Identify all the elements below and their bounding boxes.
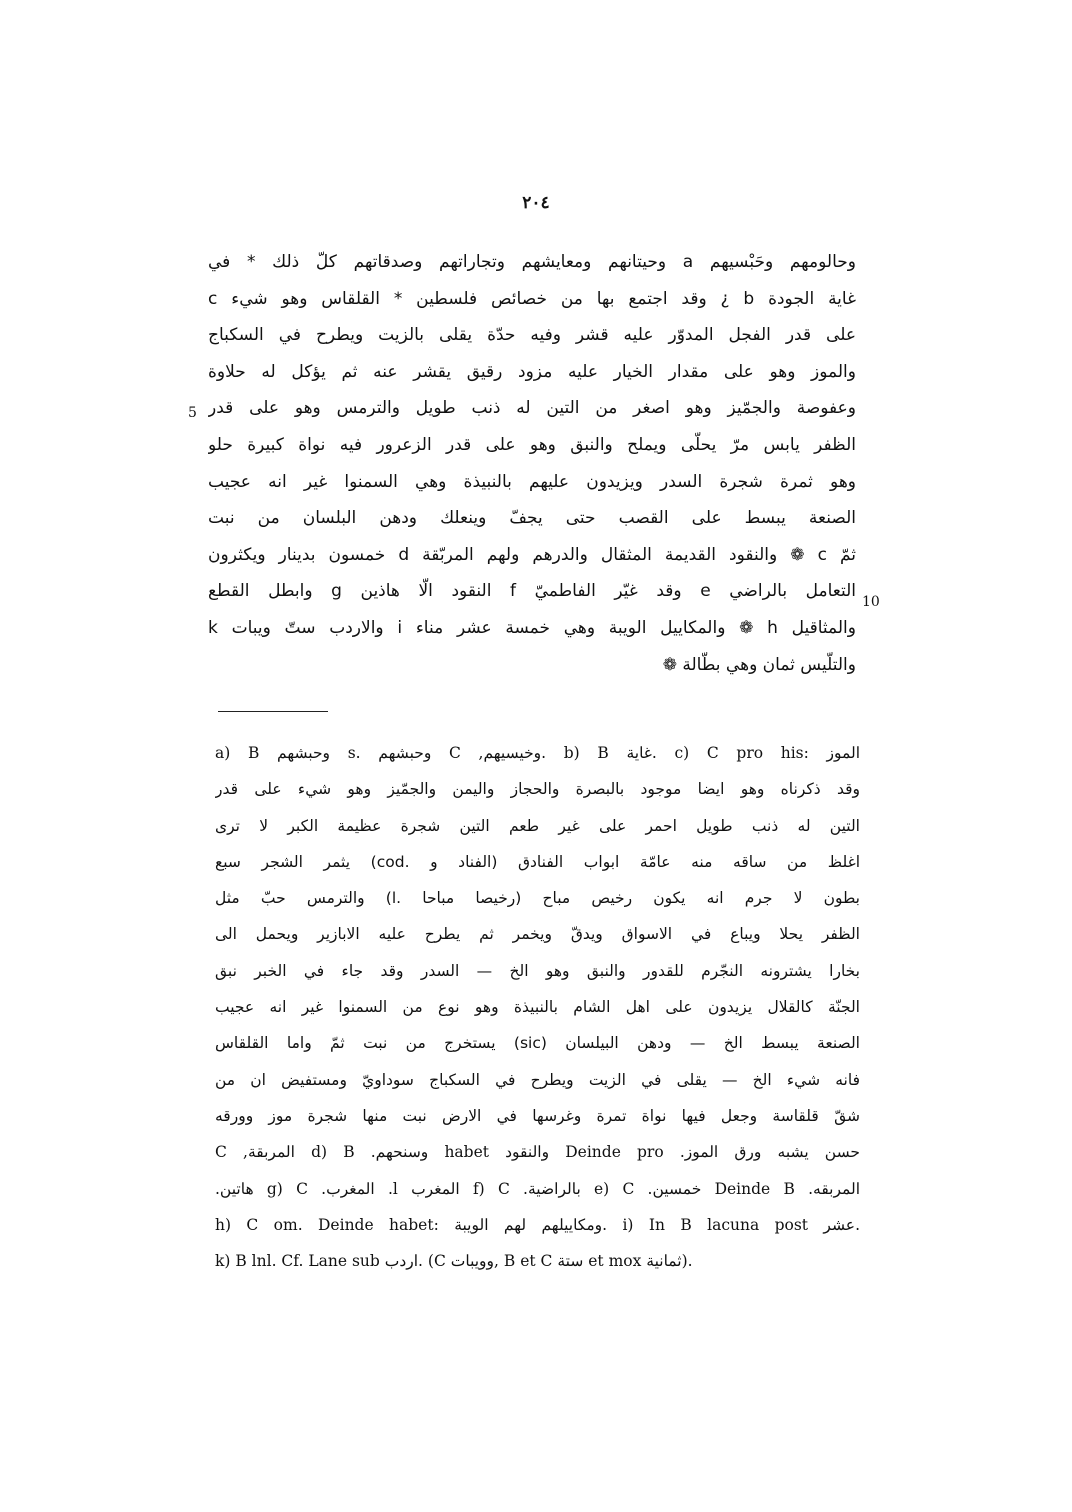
footnote-separator bbox=[218, 711, 328, 712]
footnote-line: الظفر يحلا ويباع في الاسواق ويدقّ ويخمر ثم يطرح عليه الابازير ويحمل الى bbox=[215, 925, 860, 944]
main-text-line: والتلّيس ثمان وهي بطّالة ❁ bbox=[662, 654, 856, 675]
main-text-line: والمثاقيل h ❁ والمكاييل الويبة وهي خمسة عشر مناء i والاردب ستّ ويبات k bbox=[208, 617, 856, 638]
footnote-line: الصنعة يبسط الخ — ودهن البيلسان (sic) يستخرج من نبت ثمّ واما القلقاس bbox=[215, 1034, 860, 1053]
footnote-line: الجنّة كالقلال يزيدون على اهل الشام بالنبيذة وهو نوع من السمنوا غير انه عجيب bbox=[215, 998, 860, 1017]
footnote-line: التين له ذنب طويل احمر على غير طعم التين شجرة عظيمة الكبر لا ترى bbox=[215, 816, 860, 835]
footnote-line: بخارا يشترونه النجّرم للقدور والنبق وهو الخ — السدر وقد جاء في الخبر نبق bbox=[215, 961, 860, 980]
footnote-line: اغلظ من ساقه منه عامّة ابواب الفنادق (الفناد و .cod) يثمر الشجر سبع bbox=[215, 852, 860, 871]
footnote-line: حسن يشبه ورق الموز. Deinde pro والنقود habet وسنحهم. d) B المربقة, C bbox=[215, 1143, 860, 1162]
main-text-line: الظفر يابس مرّ يحلّى ويملح والنبق وهو على قدر الزعرور فيه نواة كبيرة حلو bbox=[208, 434, 856, 455]
footnote-line: وقد ذكرناه وهو ايضا موجود بالبصرة والحجاز واليمن والجمّيز وهو شيء على قدر bbox=[215, 780, 860, 799]
margin-line-number-5: 5 bbox=[188, 405, 197, 421]
footnote-line: a) B وحبشهم s. وحبشهم C ,وخيسيهم. b) B غاية. c) C pro his: الموز bbox=[215, 744, 860, 762]
main-text-line: وعفوصة والجمّيز وهو اصغر من التين له ذنب طويل والترمس وهو على قدر bbox=[208, 398, 856, 419]
main-text-line: على قدر الفجل المدوّر عليه قشر وفيه حدّة يقلى بالزيت ويطرح في السكباج bbox=[208, 325, 856, 346]
main-text-line: وحالومهم وحَبْسيهم a وحيتانهم ومعايشهم وتجاراتهم وصدقاتهم كلّ ذلك * في bbox=[208, 252, 856, 272]
footnote-line: فانه شيء الخ — يقلى في الزيت ويطرح في السكباج سوداويّ ومستفيض ان من bbox=[215, 1070, 860, 1089]
main-text-line: التعامل بالراضي e وقد غيّر الفاطميّ f النقود الّا هاذين g وابطل القطع bbox=[208, 581, 856, 602]
main-text-line: والموز وهو على مقدار الخيار عليه مزود رقيق يقشر عنه ثم يؤكل له حلاوة bbox=[208, 361, 856, 382]
main-text-line: غاية الجودة b ¿ وقد اجتمع بها من خصائص فلسطين * القلقاس وهو شيء c bbox=[208, 288, 856, 309]
footnote-line: شقّ قلقاسة وجعل فيها نواة تمرة وغرسها في الارض نبت منها شجرة موز وورقه bbox=[215, 1106, 860, 1125]
page-number: ٢٠٤ bbox=[522, 193, 550, 213]
footnote-line: k) B lnl. Cf. Lane sub اردب. (C وويبات, B et C ستة et mox ثمانية). bbox=[215, 1252, 693, 1271]
footnote-line: بطون لا جرم انه يكون رخيص مباح (رخيصا مباحا .l) والترمس حبّ مثل bbox=[215, 889, 860, 908]
main-text-block bbox=[208, 244, 856, 683]
margin-line-number-10: 10 bbox=[862, 594, 880, 610]
footnote-line: h) C om. Deinde habet: ومكاييلهم لهم الويبة. i) In B lacuna post عشر. bbox=[215, 1215, 860, 1234]
main-text-line: الصنعة يبسط على القصب حتى يجفّ وينعلك ودهن البلسان من نبت bbox=[208, 508, 856, 529]
footnote-line: المربقه. Deinde B خمسين. e) C بالراضية. f) C المغرب l. المغرب. g) C هاتين. bbox=[215, 1179, 860, 1198]
main-text-line: وهو ثمرة شجرة السدر ويزيدون عليهم بالنبيذة وهي السمنوا غير انه عجيب bbox=[208, 471, 856, 492]
footnotes-block bbox=[215, 735, 860, 1279]
main-text-line: ثمّ c ❁ والنقود القديمة المثقال والدرهم ولهم المربّقة d خمسون بدينار ويكثرون bbox=[208, 544, 856, 565]
